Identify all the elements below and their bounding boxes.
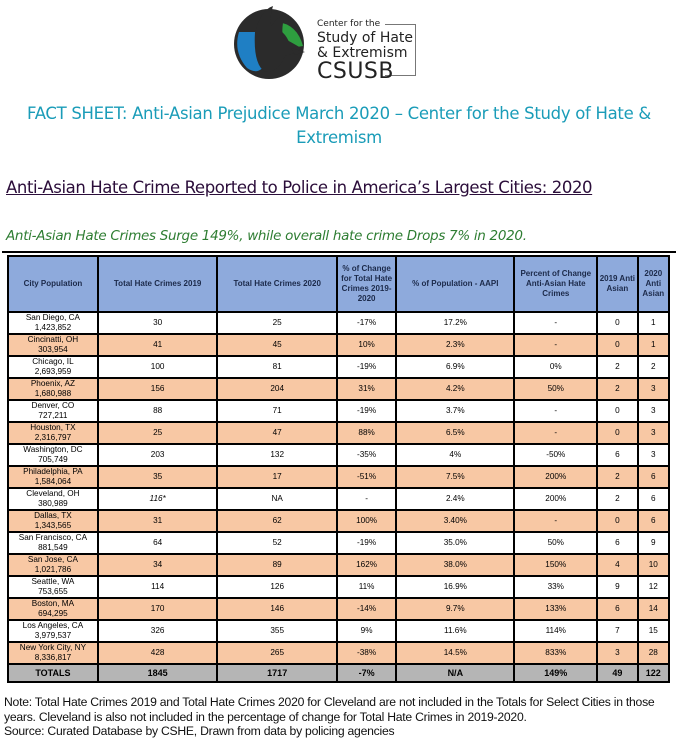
cell-aapi-pct: 2.3% [397, 335, 513, 355]
cell-asian-2020: 6 [639, 467, 668, 487]
cell-asian-change: 200% [515, 467, 596, 487]
cell-asian-2020: 3 [639, 401, 668, 421]
city-name: Washington, DC [23, 445, 83, 454]
cell-aapi-pct: 17.2% [397, 313, 513, 333]
totals-label: TOTALS [9, 665, 97, 681]
cell-total-2019: 25 [99, 423, 217, 443]
cell-city [9, 643, 97, 663]
cell-aapi-pct: 16.9% [397, 577, 513, 597]
city-population: 1,343,565 [34, 521, 72, 530]
cell-asian-change: -50% [515, 445, 596, 465]
city-population: 380,989 [38, 499, 68, 508]
cell-total-2020: 81 [218, 357, 336, 377]
cell-total-2019: 170 [99, 599, 217, 619]
totals-aapi-pct: N/A [397, 665, 513, 681]
cell-total-2020: 146 [218, 599, 336, 619]
logo-line-1: Center for the [317, 19, 381, 29]
cell-aapi-pct: 3.7% [397, 401, 513, 421]
cell-asian-change: 50% [515, 533, 596, 553]
cell-pct-change: 100% [338, 511, 395, 531]
cell-total-2019: 116* [99, 489, 217, 509]
city-population: 1,423,852 [34, 323, 72, 332]
city-name: New York City, NY [19, 643, 87, 652]
fact-sheet-title: FACT SHEET: Anti-Asian Prejudice March 2020 – Center for the Study of Hate & Extremism [27, 104, 651, 147]
cell-asian-2019: 6 [598, 445, 636, 465]
cell-asian-2019: 2 [598, 357, 636, 377]
col-header-city: City Population [9, 257, 97, 311]
city-population: 1,584,064 [34, 477, 72, 486]
cell-pct-change: -19% [338, 533, 395, 553]
cell-asian-2020: 3 [639, 423, 668, 443]
table-row [9, 467, 668, 487]
cell-aapi-pct: 4.2% [397, 379, 513, 399]
cell-city [9, 379, 97, 399]
cell-total-2019: 31 [99, 511, 217, 531]
cell-asian-change: 0% [515, 357, 596, 377]
cell-total-2020: 132 [218, 445, 336, 465]
cell-asian-2019: 2 [598, 467, 636, 487]
cell-aapi-pct: 9.7% [397, 599, 513, 619]
cell-asian-change: - [515, 335, 596, 355]
cell-aapi-pct: 2.4% [397, 489, 513, 509]
cell-total-2019: 88 [99, 401, 217, 421]
cell-asian-2020: 14 [639, 599, 668, 619]
logo-wordmark [317, 20, 413, 83]
logo-line-4: CSUSB [317, 59, 394, 84]
cell-asian-2019: 3 [598, 643, 636, 663]
cell-city [9, 467, 97, 487]
cell-total-2020: 89 [218, 555, 336, 575]
hate-crime-table [7, 255, 670, 683]
logo-line-2: Study of Hate [317, 30, 414, 46]
footnote-source: Source: Curated Database by CSHE, Drawn from data by policing agencies [4, 724, 395, 738]
table-row [9, 423, 668, 443]
totals-pct-change: -7% [338, 665, 395, 681]
cell-total-2020: 204 [218, 379, 336, 399]
footnote [4, 695, 678, 739]
cell-asian-2019: 6 [598, 533, 636, 553]
cell-pct-change: -19% [338, 357, 395, 377]
table-row [9, 643, 668, 663]
divider [2, 251, 676, 253]
city-name: San Francisco, CA [18, 533, 88, 542]
cell-city [9, 401, 97, 421]
table-row [9, 577, 668, 597]
cell-asian-change: - [515, 401, 596, 421]
cell-asian-2019: 0 [598, 423, 636, 443]
cell-asian-2020: 6 [639, 489, 668, 509]
cell-pct-change: -35% [338, 445, 395, 465]
city-population: 727,211 [38, 411, 68, 420]
cell-asian-2019: 0 [598, 313, 636, 333]
cell-asian-2020: 10 [639, 555, 668, 575]
cell-city [9, 423, 97, 443]
col-header-total-2019: Total Hate Crimes 2019 [99, 257, 217, 311]
totals-total-2020: 1717 [218, 665, 336, 681]
cell-city [9, 357, 97, 377]
cell-total-2020: 25 [218, 313, 336, 333]
cell-city [9, 533, 97, 553]
cell-asian-2020: 9 [639, 533, 668, 553]
totals-total-2019: 1845 [99, 665, 217, 681]
cell-total-2019: 114 [99, 577, 217, 597]
cell-aapi-pct: 7.5% [397, 467, 513, 487]
city-name: Phoenix, AZ [30, 379, 75, 388]
cell-pct-change: 88% [338, 423, 395, 443]
cell-asian-2019: 2 [598, 489, 636, 509]
col-header-total-2020: Total Hate Crimes 2020 [218, 257, 336, 311]
cell-asian-2020: 28 [639, 643, 668, 663]
city-name: Boston, MA [31, 599, 75, 608]
cell-asian-2020: 15 [639, 621, 668, 641]
table-row [9, 599, 668, 619]
cell-pct-change: -19% [338, 401, 395, 421]
cell-total-2020: 355 [218, 621, 336, 641]
cell-asian-change: 200% [515, 489, 596, 509]
cell-total-2019: 35 [99, 467, 217, 487]
cell-asian-2020: 2 [639, 357, 668, 377]
cell-city [9, 335, 97, 355]
cell-city [9, 577, 97, 597]
cshe-logo [225, 2, 465, 82]
col-header-asian-2020: 2020 Anti Asian [639, 257, 668, 311]
cell-aapi-pct: 14.5% [397, 643, 513, 663]
city-name: Los Angeles, CA [22, 621, 84, 630]
cell-total-2019: 41 [99, 335, 217, 355]
cell-aapi-pct: 6.9% [397, 357, 513, 377]
cell-city [9, 599, 97, 619]
totals-asian-change: 149% [515, 665, 596, 681]
cell-pct-change: 10% [338, 335, 395, 355]
city-population: 303,954 [38, 345, 68, 354]
city-name: Philadelphia, PA [23, 467, 83, 476]
cell-total-2019: 203 [99, 445, 217, 465]
cell-total-2020: 265 [218, 643, 336, 663]
cell-total-2020: 52 [218, 533, 336, 553]
cell-asian-change: 133% [515, 599, 596, 619]
cell-total-2020: 45 [218, 335, 336, 355]
cell-aapi-pct: 11.6% [397, 621, 513, 641]
cell-asian-2019: 9 [598, 577, 636, 597]
cell-total-2019: 100 [99, 357, 217, 377]
cell-city [9, 313, 97, 333]
cell-aapi-pct: 3.40% [397, 511, 513, 531]
col-header-asian-change: Percent of Change Anti-Asian Hate Crimes [515, 257, 596, 311]
cell-total-2020: 17 [218, 467, 336, 487]
cell-city [9, 489, 97, 509]
totals-row [9, 665, 668, 681]
city-population: 2,693,959 [34, 367, 72, 376]
cell-total-2019: 428 [99, 643, 217, 663]
city-name: Chicago, IL [32, 357, 74, 366]
cell-aapi-pct: 6.5% [397, 423, 513, 443]
cell-asian-2019: 4 [598, 555, 636, 575]
table-row [9, 357, 668, 377]
city-population: 694,295 [38, 609, 68, 618]
cell-asian-change: 33% [515, 577, 596, 597]
cell-asian-change: 150% [515, 555, 596, 575]
city-population: 753,655 [38, 587, 68, 596]
table-row [9, 533, 668, 553]
totals-asian-2020: 122 [639, 665, 668, 681]
dove-emblem-icon [225, 2, 317, 82]
cell-total-2020: 71 [218, 401, 336, 421]
cell-asian-2020: 3 [639, 379, 668, 399]
table-row [9, 313, 668, 333]
city-population: 1,680,988 [34, 389, 72, 398]
city-name: Cleveland, OH [26, 489, 80, 498]
city-name: San Diego, CA [25, 313, 80, 322]
footnote-note: Note: Total Hate Crimes 2019 and Total Hate Crimes 2020 for Cleveland are not included in the Totals for Select Cities in those years. Cleveland is also not included in the percentage of change for Total Hate Crimes in 2019-2020. [4, 695, 655, 724]
table-row [9, 401, 668, 421]
cell-asian-2019: 2 [598, 379, 636, 399]
cell-total-2019: 156 [99, 379, 217, 399]
table-row [9, 335, 668, 355]
cell-asian-change: - [515, 423, 596, 443]
cell-asian-2019: 0 [598, 401, 636, 421]
cell-asian-2020: 12 [639, 577, 668, 597]
cell-asian-2020: 1 [639, 335, 668, 355]
tagline: Anti-Asian Hate Crimes Surge 149%, while overall hate crime Drops 7% in 2020. [6, 228, 527, 244]
table-row [9, 555, 668, 575]
city-name: Dallas, TX [34, 511, 72, 520]
cell-city [9, 445, 97, 465]
cell-total-2020: NA [218, 489, 336, 509]
city-population: 1,021,786 [34, 565, 72, 574]
city-name: Denver, CO [31, 401, 75, 410]
cell-asian-change: 114% [515, 621, 596, 641]
table-row [9, 379, 668, 399]
cell-pct-change: 9% [338, 621, 395, 641]
cell-asian-2019: 0 [598, 335, 636, 355]
logo-line-3: & Extremism [317, 45, 408, 61]
cell-city [9, 621, 97, 641]
cell-asian-2019: 7 [598, 621, 636, 641]
cell-total-2019: 34 [99, 555, 217, 575]
cell-total-2020: 47 [218, 423, 336, 443]
cell-asian-2020: 1 [639, 313, 668, 333]
city-population: 705,749 [38, 455, 68, 464]
cell-asian-change: 50% [515, 379, 596, 399]
cell-pct-change: 162% [338, 555, 395, 575]
cell-pct-change: 11% [338, 577, 395, 597]
city-population: 2,316,797 [34, 433, 72, 442]
cell-pct-change: -51% [338, 467, 395, 487]
city-name: Cincinatti, OH [27, 335, 79, 344]
cell-total-2019: 30 [99, 313, 217, 333]
col-header-aapi: % of Population - AAPI [397, 257, 513, 311]
cell-asian-2020: 3 [639, 445, 668, 465]
cell-asian-change: - [515, 313, 596, 333]
cell-asian-change: 833% [515, 643, 596, 663]
table-row [9, 489, 668, 509]
table-header-row [9, 257, 668, 311]
city-population: 881,549 [38, 543, 68, 552]
cell-asian-2019: 0 [598, 511, 636, 531]
city-population: 8,336,817 [34, 653, 72, 662]
city-name: Seattle, WA [31, 577, 75, 586]
city-name: Houston, TX [30, 423, 76, 432]
table-row [9, 511, 668, 531]
cell-asian-2020: 6 [639, 511, 668, 531]
city-name: San Jose, CA [27, 555, 78, 564]
cell-pct-change: -17% [338, 313, 395, 333]
table-row [9, 621, 668, 641]
cell-total-2019: 64 [99, 533, 217, 553]
city-population: 3,979,537 [34, 631, 72, 640]
cell-pct-change: -38% [338, 643, 395, 663]
col-header-pct-change: % of Change for Total Hate Crimes 2019-2020 [338, 257, 395, 311]
cell-asian-change: - [515, 511, 596, 531]
table-row [9, 445, 668, 465]
section-heading: Anti-Asian Hate Crime Reported to Police in America’s Largest Cities: 2020 [6, 178, 593, 197]
cell-aapi-pct: 38.0% [397, 555, 513, 575]
cell-pct-change: 31% [338, 379, 395, 399]
cell-pct-change: -14% [338, 599, 395, 619]
cell-aapi-pct: 4% [397, 445, 513, 465]
cell-pct-change: - [338, 489, 395, 509]
cell-city [9, 555, 97, 575]
cell-total-2020: 62 [218, 511, 336, 531]
cell-city [9, 511, 97, 531]
col-header-asian-2019: 2019 Anti Asian [598, 257, 636, 311]
cell-aapi-pct: 35.0% [397, 533, 513, 553]
cell-asian-2019: 6 [598, 599, 636, 619]
cell-total-2019: 326 [99, 621, 217, 641]
totals-asian-2019: 49 [598, 665, 636, 681]
cell-total-2020: 126 [218, 577, 336, 597]
